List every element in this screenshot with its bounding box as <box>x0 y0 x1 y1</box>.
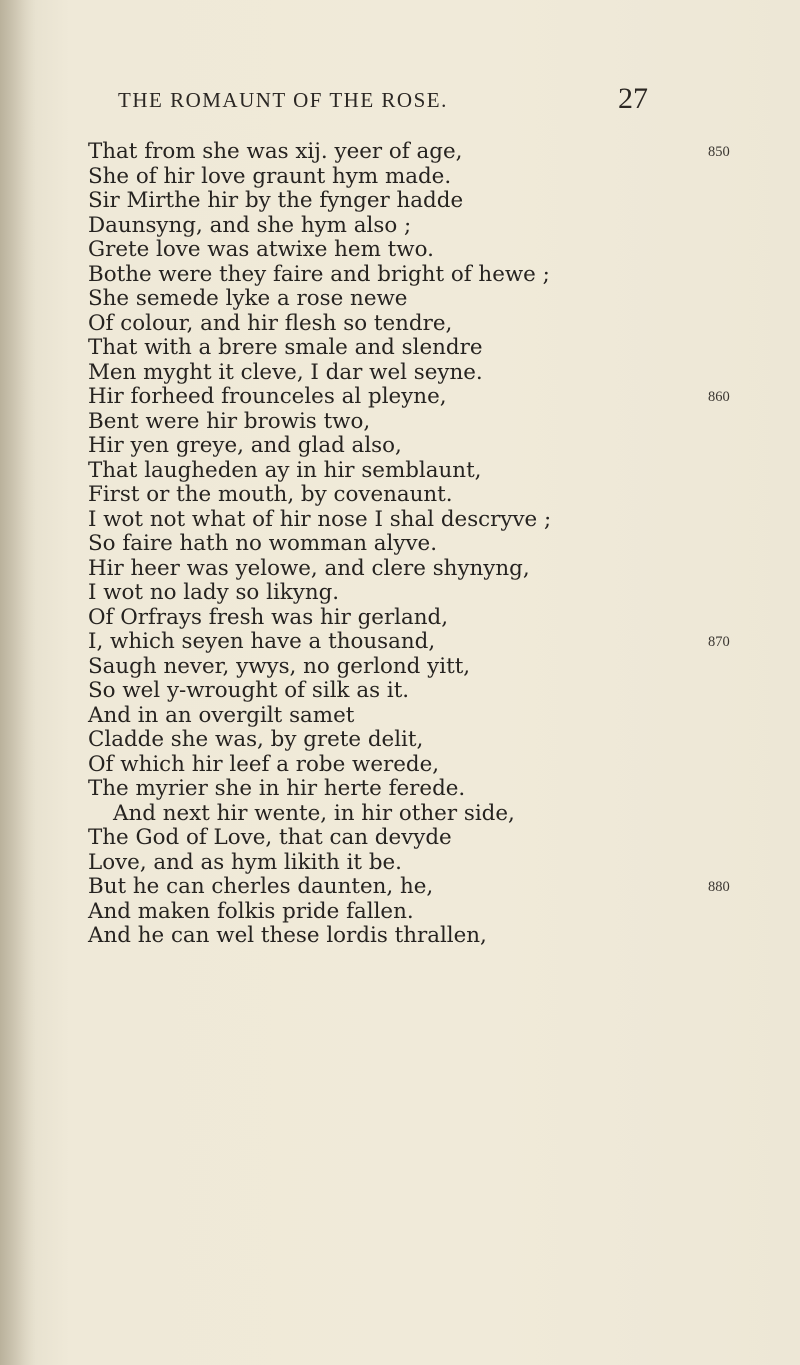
verse-line: And in an overgilt samet <box>88 702 355 728</box>
verse-line: Daunsyng, and she hym also ; <box>88 212 412 238</box>
verse-line: Hir forheed frounceles al pleyne, <box>88 384 447 409</box>
verse-line: Bent were hir browis two, <box>88 408 371 434</box>
verse-line: Sir Mirthe hir by the fynger hadde <box>88 188 464 213</box>
verse-line: She semede lyke a rose newe <box>88 286 408 311</box>
line-number-marker: 870 <box>708 634 730 650</box>
line-number-marker: 860 <box>708 389 730 405</box>
verse-line: Hir yen greye, and glad also, <box>88 433 402 458</box>
verse-line: First or the mouth, by covenaunt. <box>88 482 453 507</box>
verse-line: Cladde she was, by grete delit, <box>88 727 424 752</box>
verse-line-indented: And next hir wente, in hir other side, <box>113 800 515 826</box>
verse-line: Love, and as hym likith it be. <box>88 849 402 875</box>
page-gutter-shadow <box>0 0 36 1365</box>
verse-line: So wel y-wrought of silk as it. <box>88 678 410 703</box>
verse-line: That with a brere smale and slendre <box>88 335 483 360</box>
running-title: THE ROMAUNT OF THE ROSE. <box>118 88 448 112</box>
verse-line: I wot no lady so likyng. <box>88 580 340 605</box>
verse-line: And he can wel these lordis thrallen, <box>88 923 487 948</box>
verse-line: But he can cherles daunten, he, <box>88 874 434 899</box>
verse-line: Of Orfrays fresh was hir gerland, <box>88 604 449 630</box>
verse-line: That from she was xij. yeer of age, <box>88 139 463 164</box>
verse-line: And maken folkis pride fallen. <box>88 898 414 924</box>
verse-line: Of colour, and hir flesh so tendre, <box>88 310 453 336</box>
line-number-marker: 880 <box>708 879 730 895</box>
verse-line: The God of Love, that can devyde <box>88 825 452 850</box>
verse-line: That laugheden ay in hir semblaunt, <box>88 457 482 483</box>
verse-line: I wot not what of hir nose I shal descryve ; <box>88 506 552 532</box>
poem-text <box>88 140 688 949</box>
verse-line: Bothe were they faire and bright of hewe ; <box>88 261 550 287</box>
verse-line: She of hir love graunt hym made. <box>88 163 452 189</box>
page-header <box>118 82 658 122</box>
verse-line: Saugh never, ywys, no gerlond yitt, <box>88 653 471 679</box>
line-number-marker: 850 <box>708 144 730 160</box>
verse-line: Of which hir leef a robe werede, <box>88 751 440 777</box>
verse-line: Hir heer was yelowe, and clere shynyng, <box>88 555 530 581</box>
verse-line: So faire hath no womman alyve. <box>88 531 437 556</box>
page-number: 27 <box>618 82 648 115</box>
verse-line: Men myght it cleve, I dar wel seyne. <box>88 359 483 385</box>
verse-line: Grete love was atwixe hem two. <box>88 237 434 262</box>
verse-line: The myrier she in hir herte ferede. <box>88 776 466 801</box>
verse-line: I, which seyen have a thousand, <box>88 629 436 654</box>
